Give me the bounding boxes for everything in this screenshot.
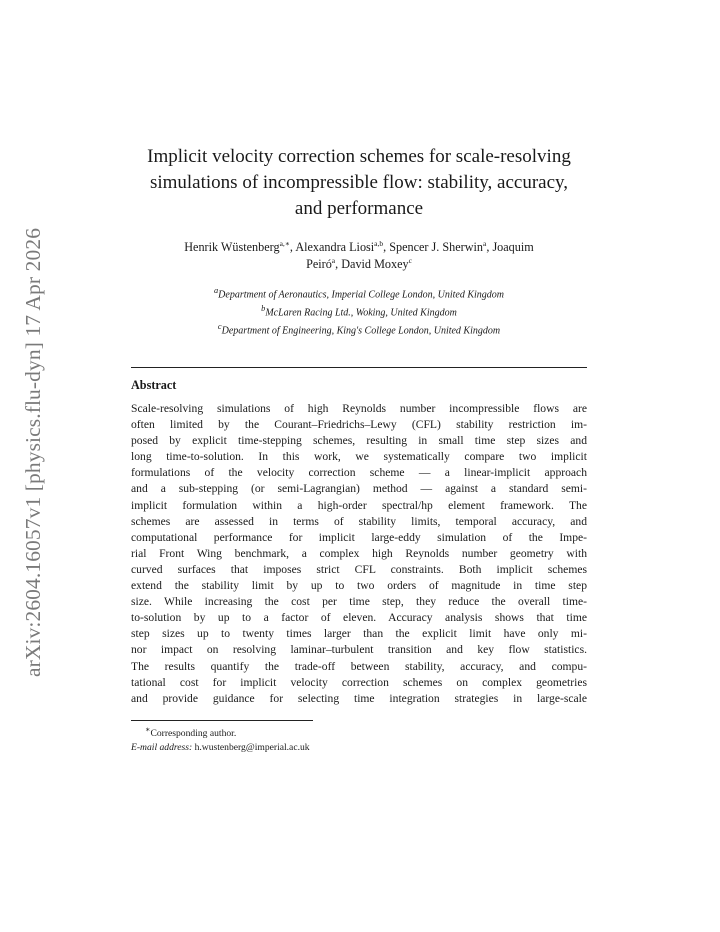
affiliation-mark: a: [214, 286, 219, 295]
abstract-line: schemes are assessed in terms of stability limits, temporal accuracy, and: [131, 514, 587, 528]
abstract-line: tational cost for implicit velocity correction schemes on complex geometries: [131, 675, 587, 689]
abstract-line: long time-to-solution. In this work, we systematically compare two implicit: [131, 450, 587, 464]
paper-title: [120, 144, 598, 222]
author-name: Spencer J. Sherwin: [389, 240, 483, 254]
abstract-line: formulations of the velocity correction scheme — a linear-implicit approach: [131, 466, 587, 480]
abstract-line: posed by explicit time-stepping schemes, resulting in small time step sizes and: [131, 434, 587, 448]
footnote-marker: ∗: [145, 725, 151, 734]
affiliation-text: Department of Aeronautics, Imperial College London, United Kingdom: [218, 289, 504, 301]
abstract-line: size. While increasing the cost per time step, they reduce the overall time-: [131, 595, 587, 609]
abstract-heading: Abstract: [131, 378, 177, 392]
author-affiliation-mark: a: [483, 238, 487, 248]
email-address[interactable]: h.wustenberg@imperial.ac.uk: [194, 741, 310, 753]
affiliation-mark: c: [217, 321, 222, 331]
affiliation-list: [131, 284, 587, 337]
footnote: [131, 723, 310, 754]
abstract-line: nor impact on resolving laminar–turbulent transition and key flow statistics.: [131, 643, 587, 657]
author-name: Peiró: [306, 257, 332, 271]
author-affiliation-mark: a,b: [374, 238, 384, 248]
abstract-line: and provide guidance for selecting time integration strategies in large-scale: [131, 691, 587, 705]
author-list: Henrik Wüstenberg$^{a,∗}$, Alexandra Liosi$^{a,b}$, Spencer J. Sherwin$^a$, Joaquim Peiró$^a$, David Moxey$^c$: [184, 238, 534, 271]
title-line: simulations of incompressible flow: stability, accuracy,: [149, 172, 569, 193]
affiliation-mark: b: [261, 303, 266, 313]
email-label: E-mail address:: [131, 741, 193, 753]
abstract-line: Scale-resolving simulations of high Reynolds number incompressible flows are: [131, 402, 587, 415]
abstract-line: computational performance for implicit large-eddy simulation of the Impe-: [131, 530, 587, 544]
author-name: Alexandra Liosi: [295, 240, 375, 254]
abstract-line: step sizes up to twenty times larger than the explicit limit have only mi-: [131, 627, 587, 641]
affiliation-item: [131, 284, 587, 302]
author-affiliation-mark: a,∗: [279, 238, 290, 248]
author-affiliation-mark: c: [408, 255, 412, 265]
affiliation-text: McLaren Racing Ltd., Woking, United Kingdom: [265, 307, 457, 319]
abstract-line: implicit formulation within a high-order spectral/hp element framework. The: [131, 498, 587, 512]
abstract-line: often limited by the Courant–Friedrichs–Lewy (CFL) stability restriction im-: [131, 418, 587, 432]
footnote-divider: [131, 720, 313, 721]
abstract-line: curved surfaces that imposes strict CFL constraints. Both implicit schemes: [131, 562, 587, 576]
title-line: Implicit velocity correction schemes for scale-resolving: [147, 146, 571, 167]
affiliation-text: Department of Engineering, King's College London, United Kingdom: [221, 324, 501, 336]
abstract-line: The results quantify the trade-off between stability, accuracy, and compu-: [131, 659, 587, 673]
arxiv-stamp-text: arXiv:2604.16057v1 [physics.flu-dyn] 17 Apr 2026: [21, 227, 46, 677]
footnote-text: Corresponding author.: [150, 728, 237, 740]
author-name: Henrik Wüstenberg: [184, 240, 280, 254]
affiliation-item: [131, 320, 587, 338]
title-line: and performance: [294, 198, 424, 219]
author-name: David Moxey: [341, 257, 409, 271]
abstract-body: [131, 401, 587, 707]
abstract-line: extend the stability limit by up to two orders of magnitude in time step: [131, 579, 587, 593]
email-line: [131, 741, 310, 755]
corresponding-author-note: [131, 723, 310, 741]
affiliation-item: [131, 302, 587, 320]
abstract-divider: [131, 367, 587, 368]
abstract-line: rial Front Wing benchmark, a complex high Reynolds number geometry with: [131, 546, 587, 560]
arxiv-identifier-stamp: [16, 213, 52, 691]
abstract-line: and a sub-stepping (or semi-Lagrangian) method — against a standard semi-: [131, 482, 587, 496]
abstract-line: to-solution by up to a factor of eleven. Accuracy analysis shows that time: [131, 611, 587, 625]
author-affiliation-mark: a: [331, 255, 336, 265]
